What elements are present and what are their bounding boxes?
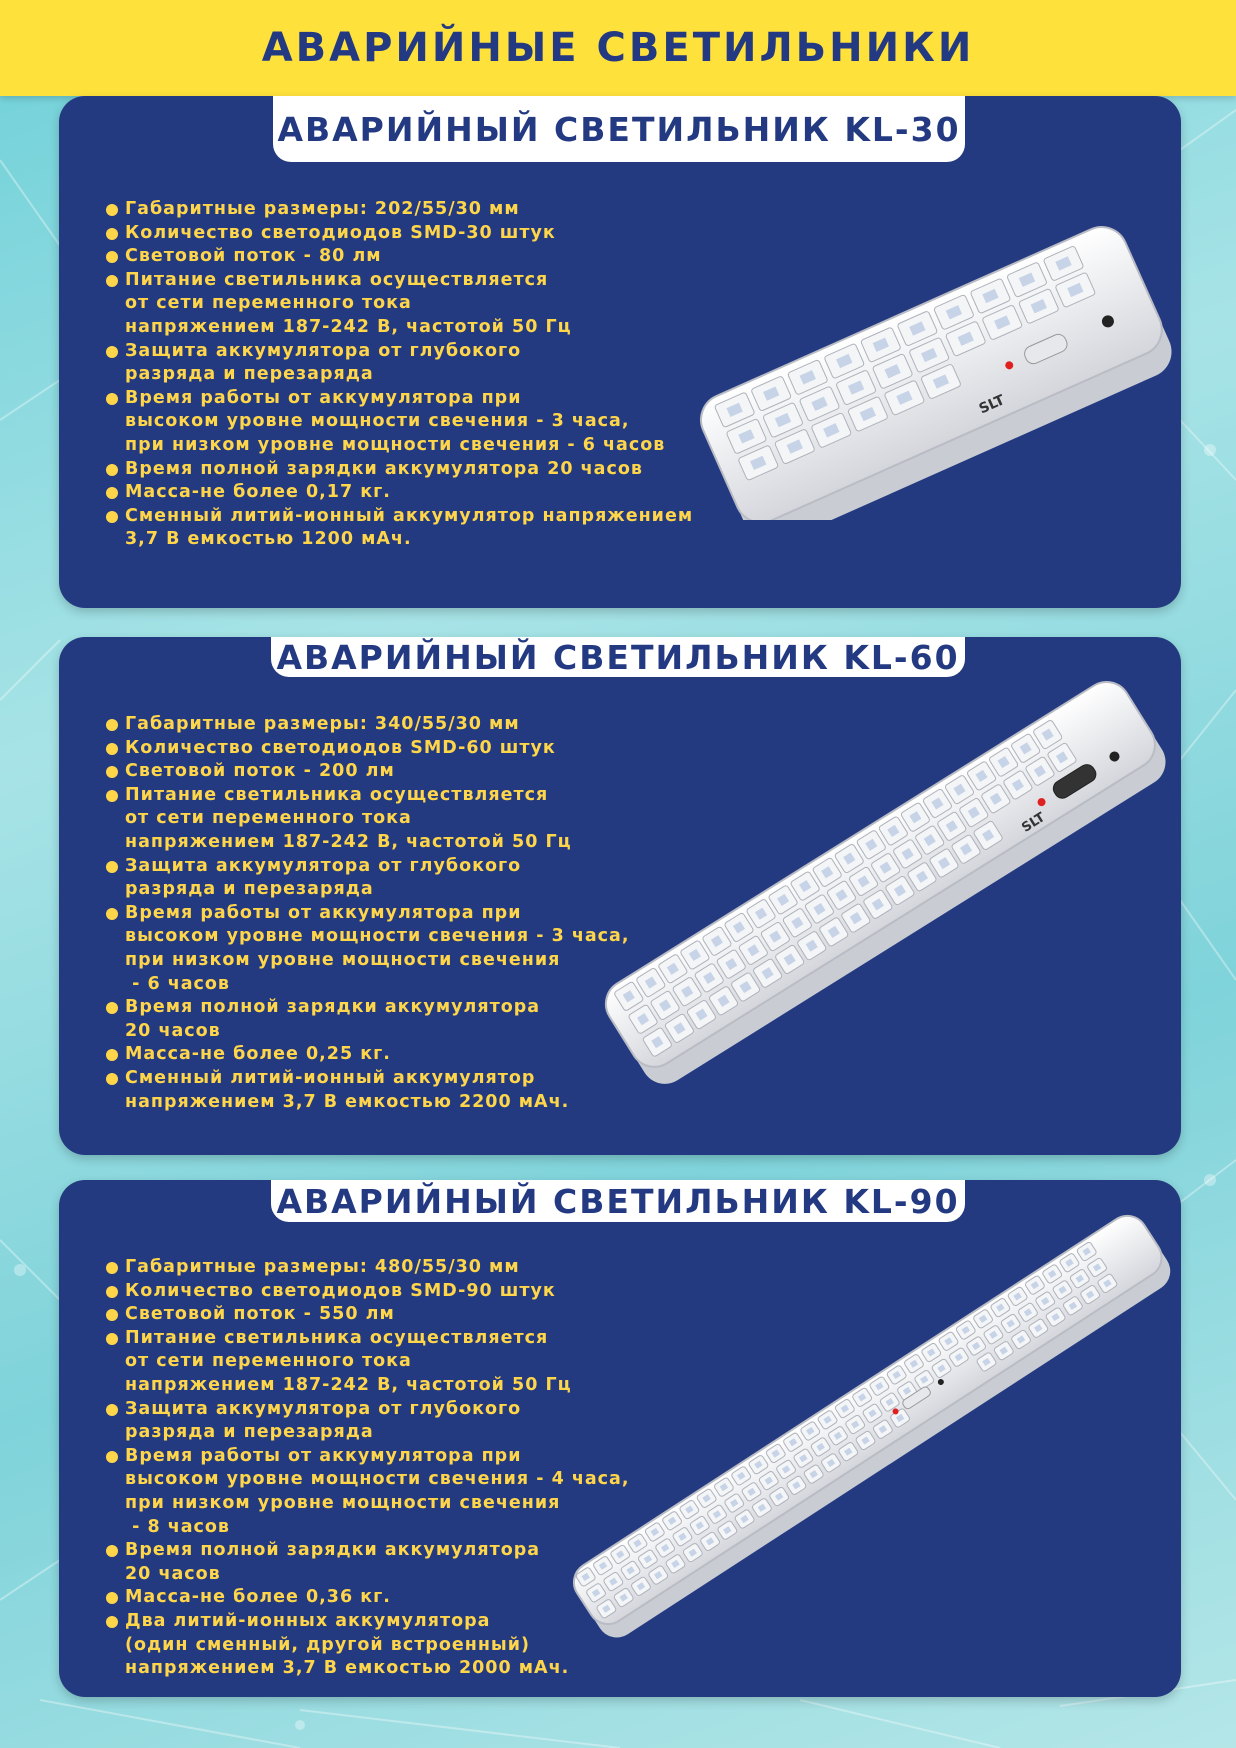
spec-list	[106, 713, 630, 1114]
page-title: АВАРИЙНЫЕ СВЕТИЛЬНИКИ	[261, 25, 975, 71]
lamp-kl30-image	[699, 190, 1179, 520]
spec-item	[106, 198, 693, 222]
spec-text: Габаритные размеры: 202/55/30 мм	[125, 199, 520, 219]
bullet-icon	[106, 766, 118, 778]
spec-item	[106, 1067, 630, 1114]
product-card-kl-60	[59, 637, 1181, 1155]
spec-text: Время работы от аккумулятора при высоком уровне мощности свечения - 3 часа, при низком уровне мощности свечения - 6 часов	[125, 387, 666, 455]
bullet-icon	[106, 1451, 118, 1463]
spec-item	[106, 387, 693, 458]
page-header	[0, 0, 1236, 96]
bullet-icon	[106, 228, 118, 240]
product-title: АВАРИЙНЫЙ СВЕТИЛЬНИК KL-60	[276, 637, 960, 677]
spec-item	[106, 1280, 630, 1304]
spec-item	[106, 713, 630, 737]
bullet-icon	[106, 1049, 118, 1061]
bullet-icon	[106, 275, 118, 287]
spec-item	[106, 1398, 630, 1445]
brand-logo: SLT	[976, 392, 1008, 418]
brand-logo: SLT	[1019, 810, 1048, 836]
bullet-icon	[106, 487, 118, 499]
spec-text: Масса-не более 0,36 кг.	[125, 1587, 391, 1608]
spec-text: Световой поток - 80 лм	[125, 246, 382, 267]
bullet-icon	[106, 346, 118, 358]
bullet-icon	[106, 861, 118, 873]
spec-text: Защита аккумулятора от глубокого разряда и перезаряда	[125, 855, 522, 900]
bullet-icon	[106, 393, 118, 405]
spec-text: Питание светильника осуществляется от сети переменного тока напряжением 187-242 В, частотой 50 Гц	[125, 269, 572, 337]
bullet-icon	[106, 790, 118, 802]
spec-text: Время работы от аккумулятора при высоком уровне мощности свечения - 3 часа, при низком уровне мощности свечения - 6 часов	[125, 902, 630, 994]
spec-text: Количество светодиодов SMD-30 штук	[125, 222, 556, 243]
spec-item	[106, 1327, 630, 1398]
lamp-kl60-image	[587, 667, 1177, 1087]
spec-text: Время полной зарядки аккумулятора 20 часов	[125, 458, 643, 479]
product-title: АВАРИЙНЫЙ СВЕТИЛЬНИК KL-90	[276, 1181, 960, 1221]
bullet-icon	[106, 908, 118, 920]
bullet-icon	[106, 1404, 118, 1416]
spec-item	[106, 505, 693, 552]
spec-item	[106, 1043, 630, 1067]
spec-text: Время работы от аккумулятора при высоком уровне мощности свечения - 4 часа, при низком уровне мощности свечения - 8 часов	[125, 1445, 630, 1537]
spec-text: Масса-не более 0,17 кг.	[125, 482, 391, 503]
spec-item	[106, 1586, 630, 1610]
spec-text: Количество светодиодов SMD-60 штук	[125, 737, 556, 758]
spec-text: Световой поток - 200 лм	[125, 761, 395, 782]
spec-text: Время полной зарядки аккумулятора 20 часов	[125, 1540, 541, 1584]
spec-text: Габаритные размеры: 480/55/30 мм	[125, 1257, 520, 1277]
product-card-kl-30	[59, 96, 1181, 608]
spec-item	[106, 855, 630, 902]
bullet-icon	[106, 1309, 118, 1321]
bullet-icon	[106, 1545, 118, 1557]
spec-item	[106, 996, 630, 1043]
lamp-kl90-image	[563, 1190, 1179, 1660]
spec-text: Защита аккумулятора от глубокого разряда и перезаряда	[125, 340, 522, 385]
spec-item	[106, 760, 630, 784]
product-title-box	[273, 96, 965, 162]
spec-text: Световой поток - 550 лм	[125, 1304, 395, 1325]
bullet-icon	[106, 1333, 118, 1345]
spec-text: Питание светильника осуществляется от сети переменного тока напряжением 187-242 В, частотой 50 Гц	[125, 1327, 572, 1395]
bullet-icon	[106, 1616, 118, 1628]
spec-item	[106, 1303, 630, 1327]
spec-item	[106, 784, 630, 855]
spec-item	[106, 340, 693, 387]
spec-text: Масса-не более 0,25 кг.	[125, 1044, 391, 1065]
spec-item	[106, 1256, 630, 1280]
spec-text: Количество светодиодов SMD-90 штук	[125, 1280, 556, 1301]
spec-item	[106, 1610, 630, 1681]
bullet-icon	[106, 251, 118, 263]
bullet-icon	[106, 1002, 118, 1014]
spec-list	[106, 1256, 630, 1681]
spec-item	[106, 1539, 630, 1586]
bullet-icon	[106, 204, 118, 216]
bullet-icon	[106, 719, 118, 731]
spec-item	[106, 481, 693, 505]
bullet-icon	[106, 1286, 118, 1298]
spec-text: Сменный литий-ионный аккумулятор напряжением 3,7 В емкостью 2200 мАч.	[125, 1067, 570, 1112]
spec-text: Время полной зарядки аккумулятора 20 часов	[125, 997, 541, 1041]
spec-text: Габаритные размеры: 340/55/30 мм	[125, 714, 520, 734]
spec-text: Сменный литий-ионный аккумулятор напряжением 3,7 В емкостью 1200 мАч.	[125, 505, 694, 550]
spec-item	[106, 737, 630, 761]
bullet-icon	[106, 1262, 118, 1274]
spec-text: Два литий-ионных аккумулятора (один сменный, другой встроенный) напряжением 3,7 В емкостью 2000 мАч.	[125, 1610, 570, 1679]
spec-item	[106, 222, 693, 246]
spec-item	[106, 1445, 630, 1539]
bullet-icon	[106, 511, 118, 523]
spec-item	[106, 269, 693, 340]
spec-item	[106, 245, 693, 269]
spec-list	[106, 198, 693, 552]
product-title: АВАРИЙНЫЙ СВЕТИЛЬНИК KL-30	[277, 109, 961, 149]
bullet-icon	[106, 1592, 118, 1604]
spec-item	[106, 902, 630, 996]
product-card-kl-90	[59, 1180, 1181, 1697]
bullet-icon	[106, 743, 118, 755]
bullet-icon	[106, 1073, 118, 1085]
spec-text: Питание светильника осуществляется от сети переменного тока напряжением 187-242 В, частотой 50 Гц	[125, 784, 572, 852]
spec-item	[106, 458, 693, 482]
spec-text: Защита аккумулятора от глубокого разряда и перезаряда	[125, 1398, 522, 1443]
bullet-icon	[106, 464, 118, 476]
